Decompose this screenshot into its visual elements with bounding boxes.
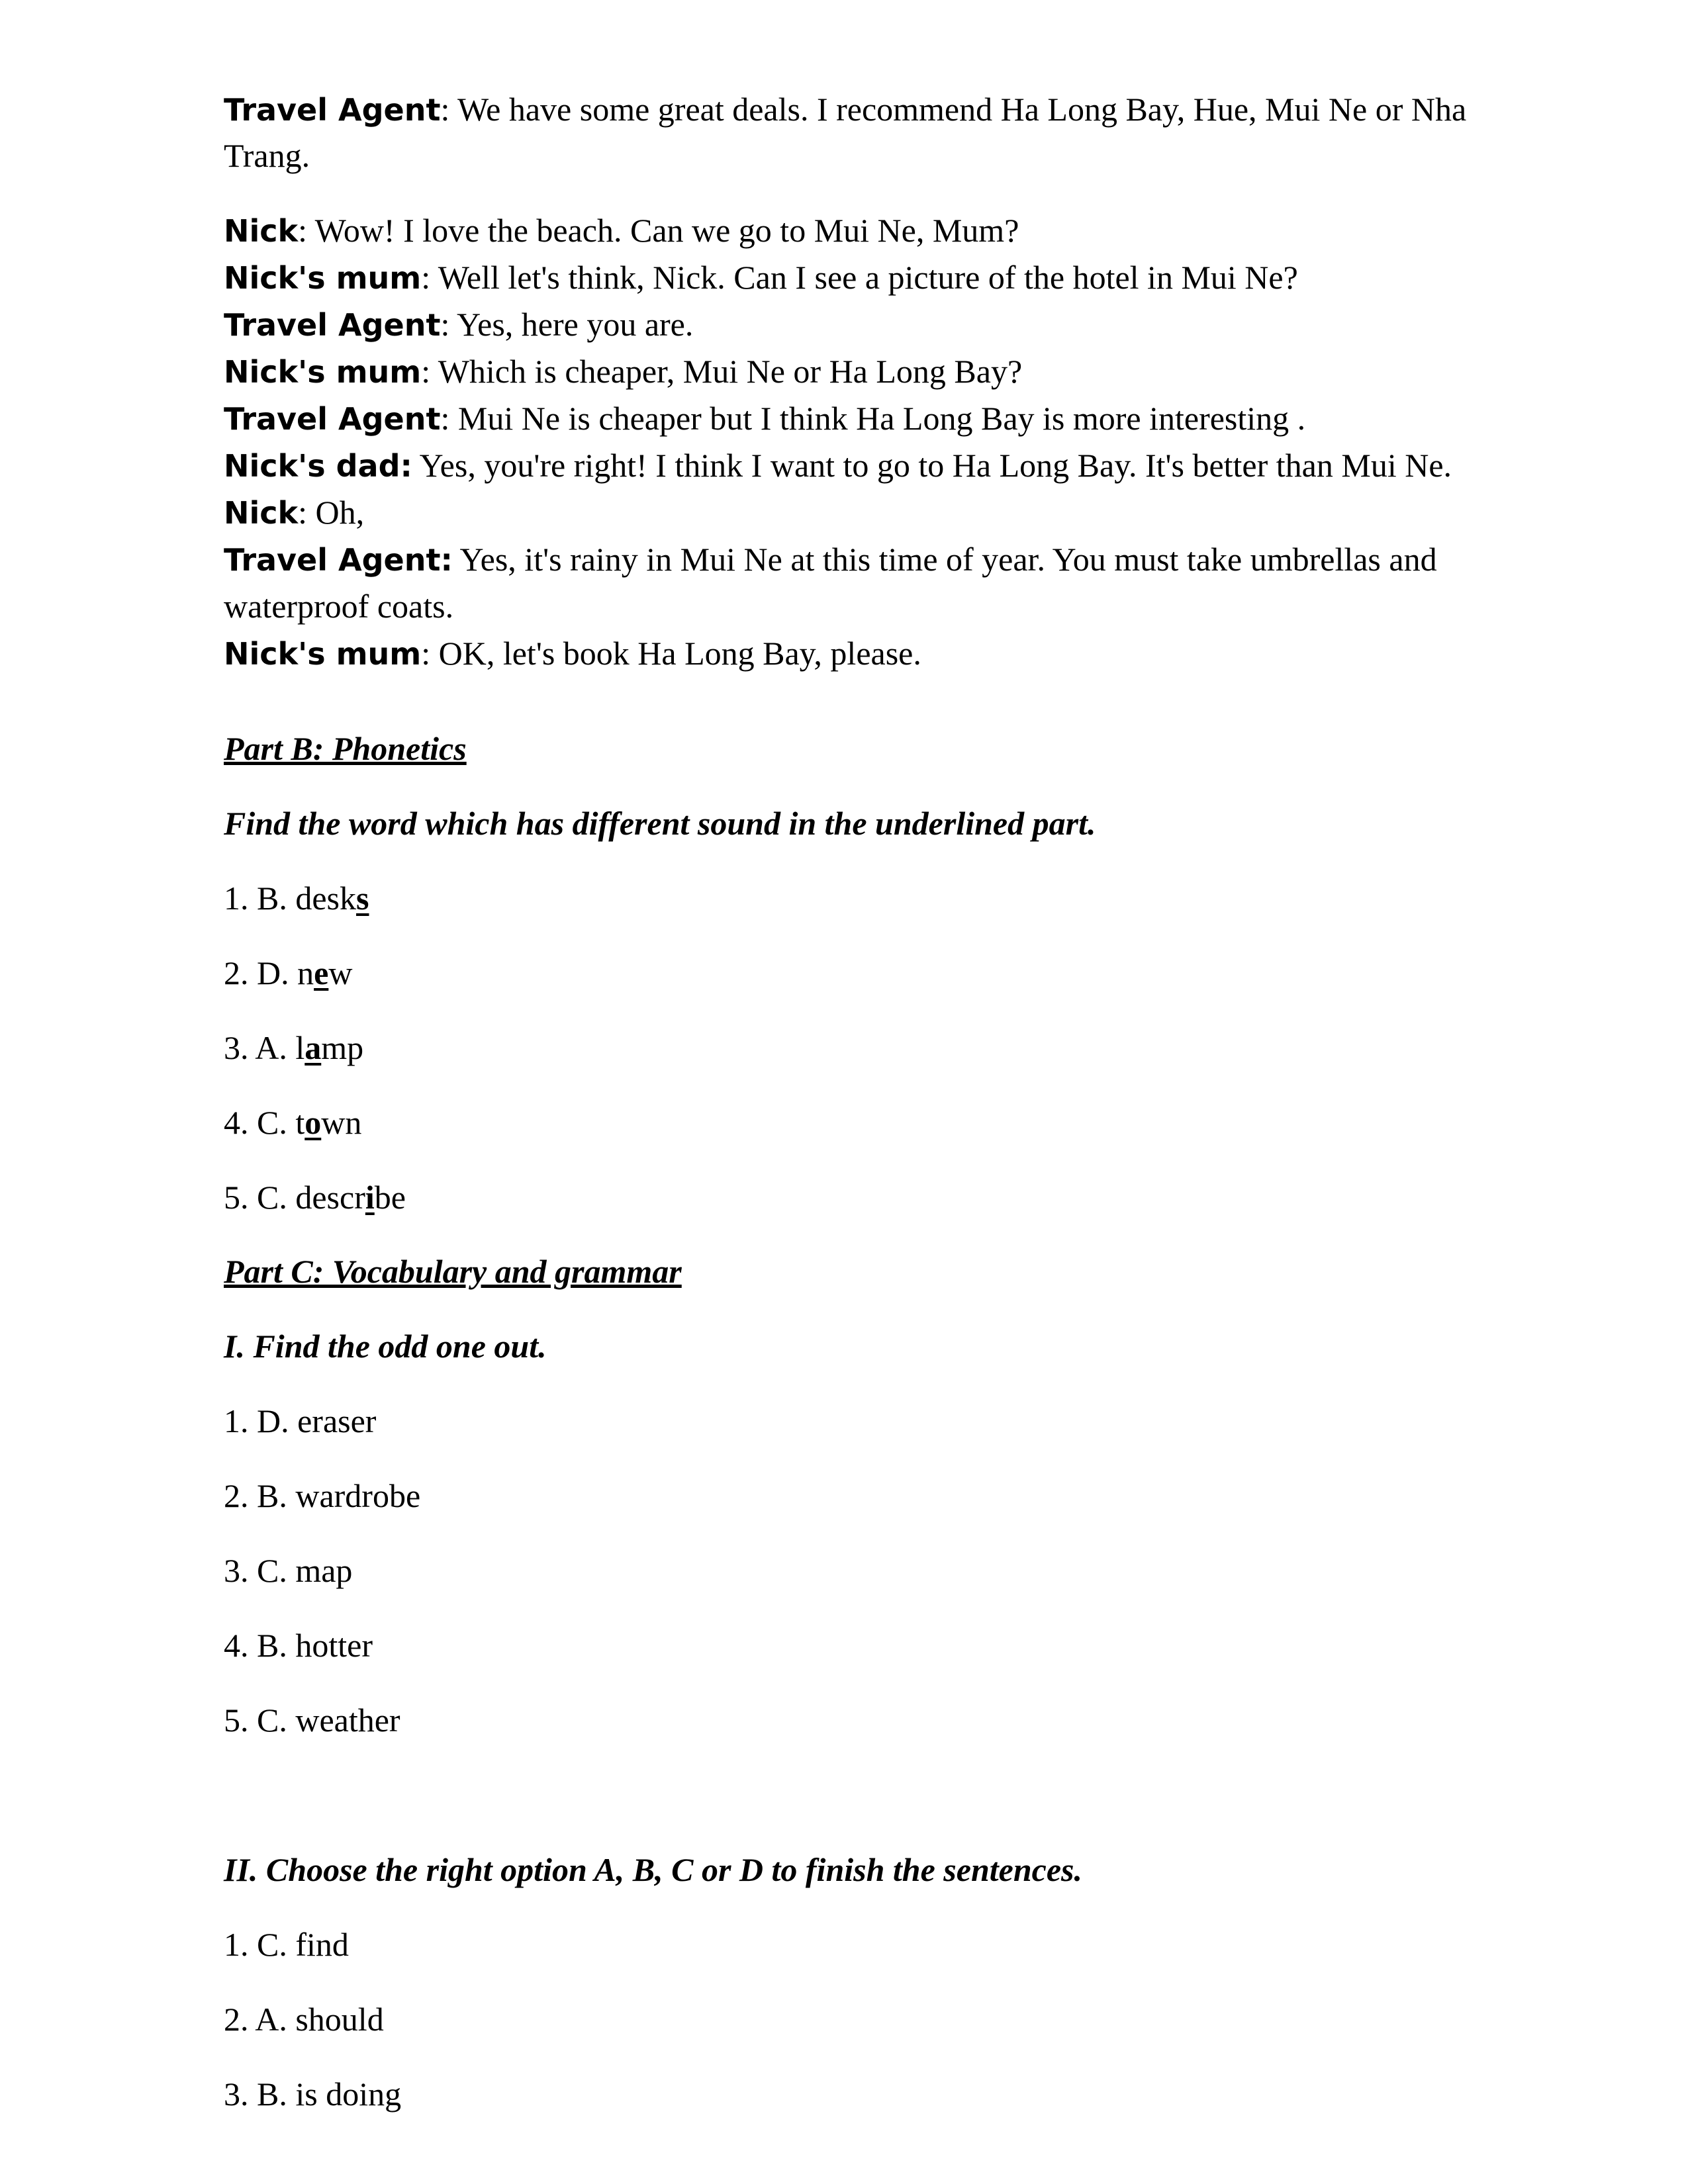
dialogue-text: Which is cheaper, Mui Ne or Ha Long Bay? [438,353,1023,390]
dialogue-text: Trang. [224,137,310,174]
underlined-letter: o [305,1104,322,1141]
choice-answer: 1. C. find [224,1926,349,1963]
underlined-letter: a [305,1029,322,1066]
speaker-name: Nick's mum [224,354,422,390]
part-c-section-1-instruction: I. Find the odd one out. [224,1328,547,1365]
phonetics-answer: 5. C. describe [224,1179,406,1216]
phonetics-answer: 2. D. new [224,954,353,991]
dialogue-line: Nick's mum: Well let's think, Nick. Can I see a picture of the hotel in Mui Ne? [224,259,1298,296]
phonetics-answer: 1. B. desks [224,880,369,917]
part-c-heading: Part C: Vocabulary and grammar [224,1253,682,1290]
dialogue-text: Yes, it's rainy in Mui Ne at this time of year. You must take umbrellas and [459,541,1437,578]
speaker-name: Nick [224,213,299,249]
speaker-name: Nick's dad: [224,448,412,484]
dialogue-text: Yes, here you are. [457,306,694,343]
speaker-name: Travel Agent [224,92,441,128]
dialogue-text: Oh, [315,494,365,531]
choice-answer: 2. A. should [224,2001,384,2038]
dialogue-text: Yes, you're right! I think I want to go to Ha Long Bay. It's better than Mui Ne. [419,447,1452,484]
phonetics-answer: 3. A. lamp [224,1029,364,1066]
underlined-letter: i [365,1179,375,1216]
phonetics-answer: 4. C. town [224,1104,362,1141]
dialogue-line: Travel Agent: We have some great deals. I recommend Ha Long Bay, Hue, Mui Ne or Nha [224,91,1467,128]
dialogue-text: We have some great deals. I recommend Ha Long Bay, Hue, Mui Ne or Nha [457,91,1467,128]
dialogue-text: waterproof coats. [224,588,454,625]
dialogue-line: Travel Agent: Yes, here you are. [224,306,694,343]
odd-one-out-answer: 5. C. weather [224,1702,400,1739]
dialogue-line [224,586,453,626]
dialogue-text: Well let's think, Nick. Can I see a picture of the hotel in Mui Ne? [438,259,1298,296]
odd-one-out-answer: 3. C. map [224,1552,353,1589]
choice-answer: 3. B. is doing [224,2075,402,2113]
dialogue-line: Nick's mum: Which is cheaper, Mui Ne or Ha Long Bay? [224,353,1023,390]
odd-one-out-answer: 4. B. hotter [224,1627,373,1664]
odd-one-out-answer: 2. B. wardrobe [224,1477,421,1514]
dialogue-line [224,539,1437,580]
dialogue-line [224,136,310,175]
dialogue-text: OK, let's book Ha Long Bay, please. [438,635,921,672]
dialogue-line: Nick's mum: OK, let's book Ha Long Bay, please. [224,635,921,672]
dialogue-line: Nick: Oh, [224,494,365,531]
part-b-instruction: Find the word which has different sound in the underlined part. [224,805,1096,842]
underlined-letter: s [356,880,369,917]
underlined-letter: e [314,954,329,991]
dialogue-line: Nick: Wow! I love the beach. Can we go to Mui Ne, Mum? [224,212,1019,249]
dialogue-text: Wow! I love the beach. Can we go to Mui Ne, Mum? [314,212,1019,249]
dialogue-line [224,445,1452,486]
part-b-heading: Part B: Phonetics [224,730,467,767]
speaker-name: Travel Agent: [224,542,453,578]
speaker-name: Nick [224,495,299,531]
speaker-name: Travel Agent [224,307,441,343]
dialogue-text: Mui Ne is cheaper but I think Ha Long Bay is more interesting . [457,400,1306,437]
part-c-section-2-instruction: II. Choose the right option A, B, C or D to finish the sentences. [224,1851,1082,1888]
speaker-name: Nick's mum [224,636,422,672]
odd-one-out-answer: 1. D. eraser [224,1402,377,1439]
speaker-name: Nick's mum [224,260,422,296]
speaker-name: Travel Agent [224,401,441,437]
dialogue-line: Travel Agent: Mui Ne is cheaper but I think Ha Long Bay is more interesting . [224,400,1306,437]
